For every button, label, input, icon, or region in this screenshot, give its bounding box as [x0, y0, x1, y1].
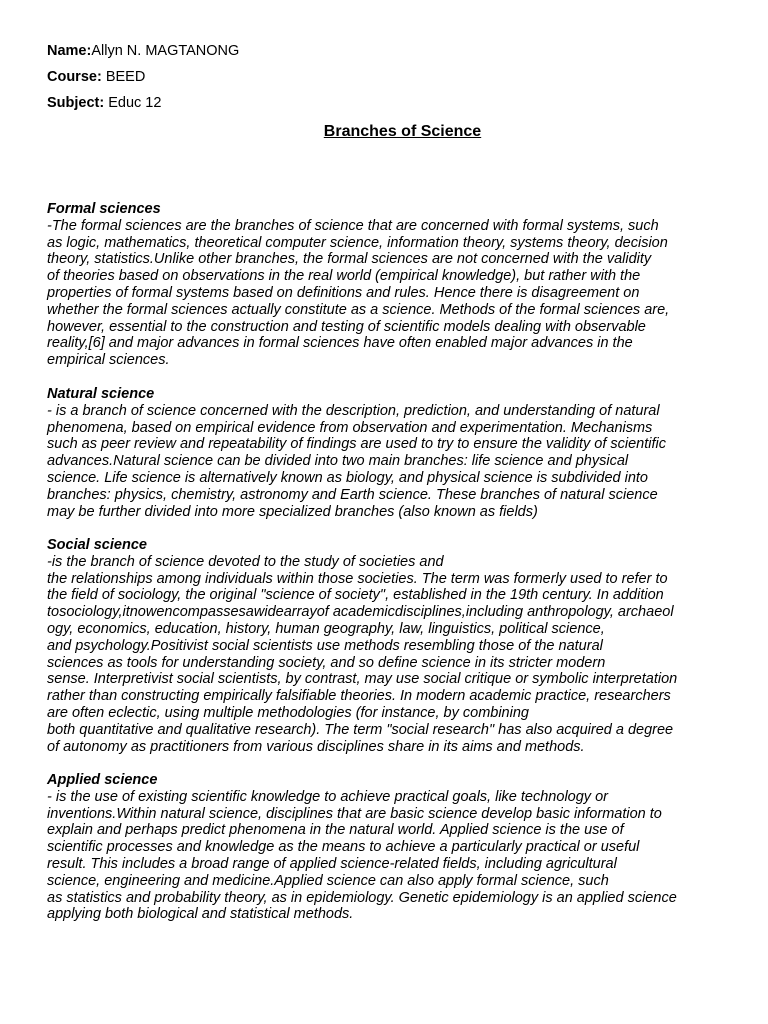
section-line: theory, statistics.Unlike other branches, the formal sciences are not concerned with the validity: [47, 251, 652, 268]
name-label: Name:: [47, 43, 92, 59]
section-line: as statistics and probability theory, as in epidemiology. Genetic epidemiology is an applied science: [47, 889, 677, 906]
section-heading: Applied science: [47, 772, 158, 788]
section-line: both quantitative and qualitative research). The term "social research" has also acquired a degree: [47, 721, 674, 738]
section-line: sense. Interpretivist social scientists, by contrast, may use social critique or symbolic interpretation: [47, 671, 678, 688]
section-line: ogy, economics, education, history, human geography, law, linguistics, political science,: [47, 620, 605, 637]
section-line: applying both biological and statistical methods.: [47, 906, 354, 923]
section-formal-sciences: [47, 201, 737, 369]
section-line: tosociology,itnowencompassesawidearrayof academicdisciplines,including anthropology, archaeol: [47, 604, 674, 621]
section-line: explain and perhaps predict phenomena in the natural world. Applied science is the use of: [47, 822, 624, 839]
section-line: are often eclectic, using multiple methodologies (for instance, by combining: [47, 704, 529, 721]
section-heading: Formal sciences: [47, 201, 161, 217]
document-title: Branches of Science: [323, 123, 482, 140]
section-line: branches: physics, chemistry, astronomy and Earth science. These branches of natural science: [47, 486, 658, 503]
section-line: reality,[6] and major advances in formal sciences have often enabled major advances in the: [47, 335, 633, 352]
section-line: science. Life science is alternatively known as biology, and physical science is subdivided into: [47, 469, 648, 486]
section-line: the relationships among individuals within those societies. The term was formerly used to refer to: [47, 570, 668, 587]
section-line: advances.Natural science can be divided into two main branches: life science and physical: [47, 453, 629, 470]
section-line: - is the use of existing scientific knowledge to achieve practical goals, like technology or: [47, 788, 608, 805]
section-applied-science: [47, 772, 737, 923]
section-line: empirical sciences.: [47, 352, 170, 369]
section-line: result. This includes a broad range of applied science-related fields, including agricultural: [47, 855, 617, 872]
section-line: as logic, mathematics, theoretical computer science, information theory, systems theory, decision: [47, 234, 668, 251]
section-line: whether the formal sciences actually constitute as a science. Methods of the formal sciences are,: [47, 301, 670, 318]
section-line: inventions.Within natural science, disciplines that are basic science develop basic information to: [47, 805, 662, 822]
section-line: of theories based on observations in the real world (empirical knowledge), but rather with the: [47, 268, 641, 285]
subject-value: Educ 12: [104, 95, 162, 111]
section-line: scientific processes and knowledge as the means to achieve a particularly practical or useful: [47, 839, 640, 856]
subject-line: [47, 95, 161, 112]
course-line: [47, 69, 145, 86]
section-line: -The formal sciences are the branches of science that are concerned with formal systems, such: [47, 217, 659, 234]
section-line: may be further divided into more specialized branches (also known as fields): [47, 503, 538, 520]
section-line: such as peer review and repeatability of findings are used to try to ensure the validity of scientific: [47, 436, 666, 453]
section-heading: Natural science: [47, 386, 155, 402]
section-line: the field of sociology, the original "science of society", established in the 19th century. In addition: [47, 587, 664, 604]
section-line: phenomena, based on empirical evidence from observation and experimentation. Mechanisms: [47, 419, 653, 436]
section-natural-science: [47, 386, 737, 520]
section-social-science: [47, 537, 737, 755]
section-heading: Social science: [47, 537, 147, 553]
section-line: properties of formal systems based on definitions and rules. Hence there is disagreement on: [47, 284, 640, 301]
section-line: and psychology.Positivist social scientists use methods resembling those of the natural: [47, 637, 603, 654]
section-line: - is a branch of science concerned with the description, prediction, and understanding of natural: [47, 402, 660, 419]
course-label: Course:: [47, 69, 102, 85]
section-line: sciences as tools for understanding society, and so define science in its stricter modern: [47, 654, 606, 671]
section-line: rather than constructing empirically falsifiable theories. In modern academic practice, researchers: [47, 688, 671, 705]
section-line: however, essential to the construction and testing of scientific models dealing with observable: [47, 318, 646, 335]
name-value: Allyn N. MAGTANONG: [91, 43, 240, 59]
section-line: -is the branch of science devoted to the study of societies and: [47, 553, 444, 570]
section-line: of autonomy as practitioners from various disciplines share in its aims and methods.: [47, 738, 585, 755]
name-line: [47, 43, 239, 60]
course-value: BEED: [101, 69, 146, 85]
subject-label: Subject:: [47, 95, 105, 111]
section-line: science, engineering and medicine.Applied science can also apply formal science, such: [47, 872, 609, 889]
